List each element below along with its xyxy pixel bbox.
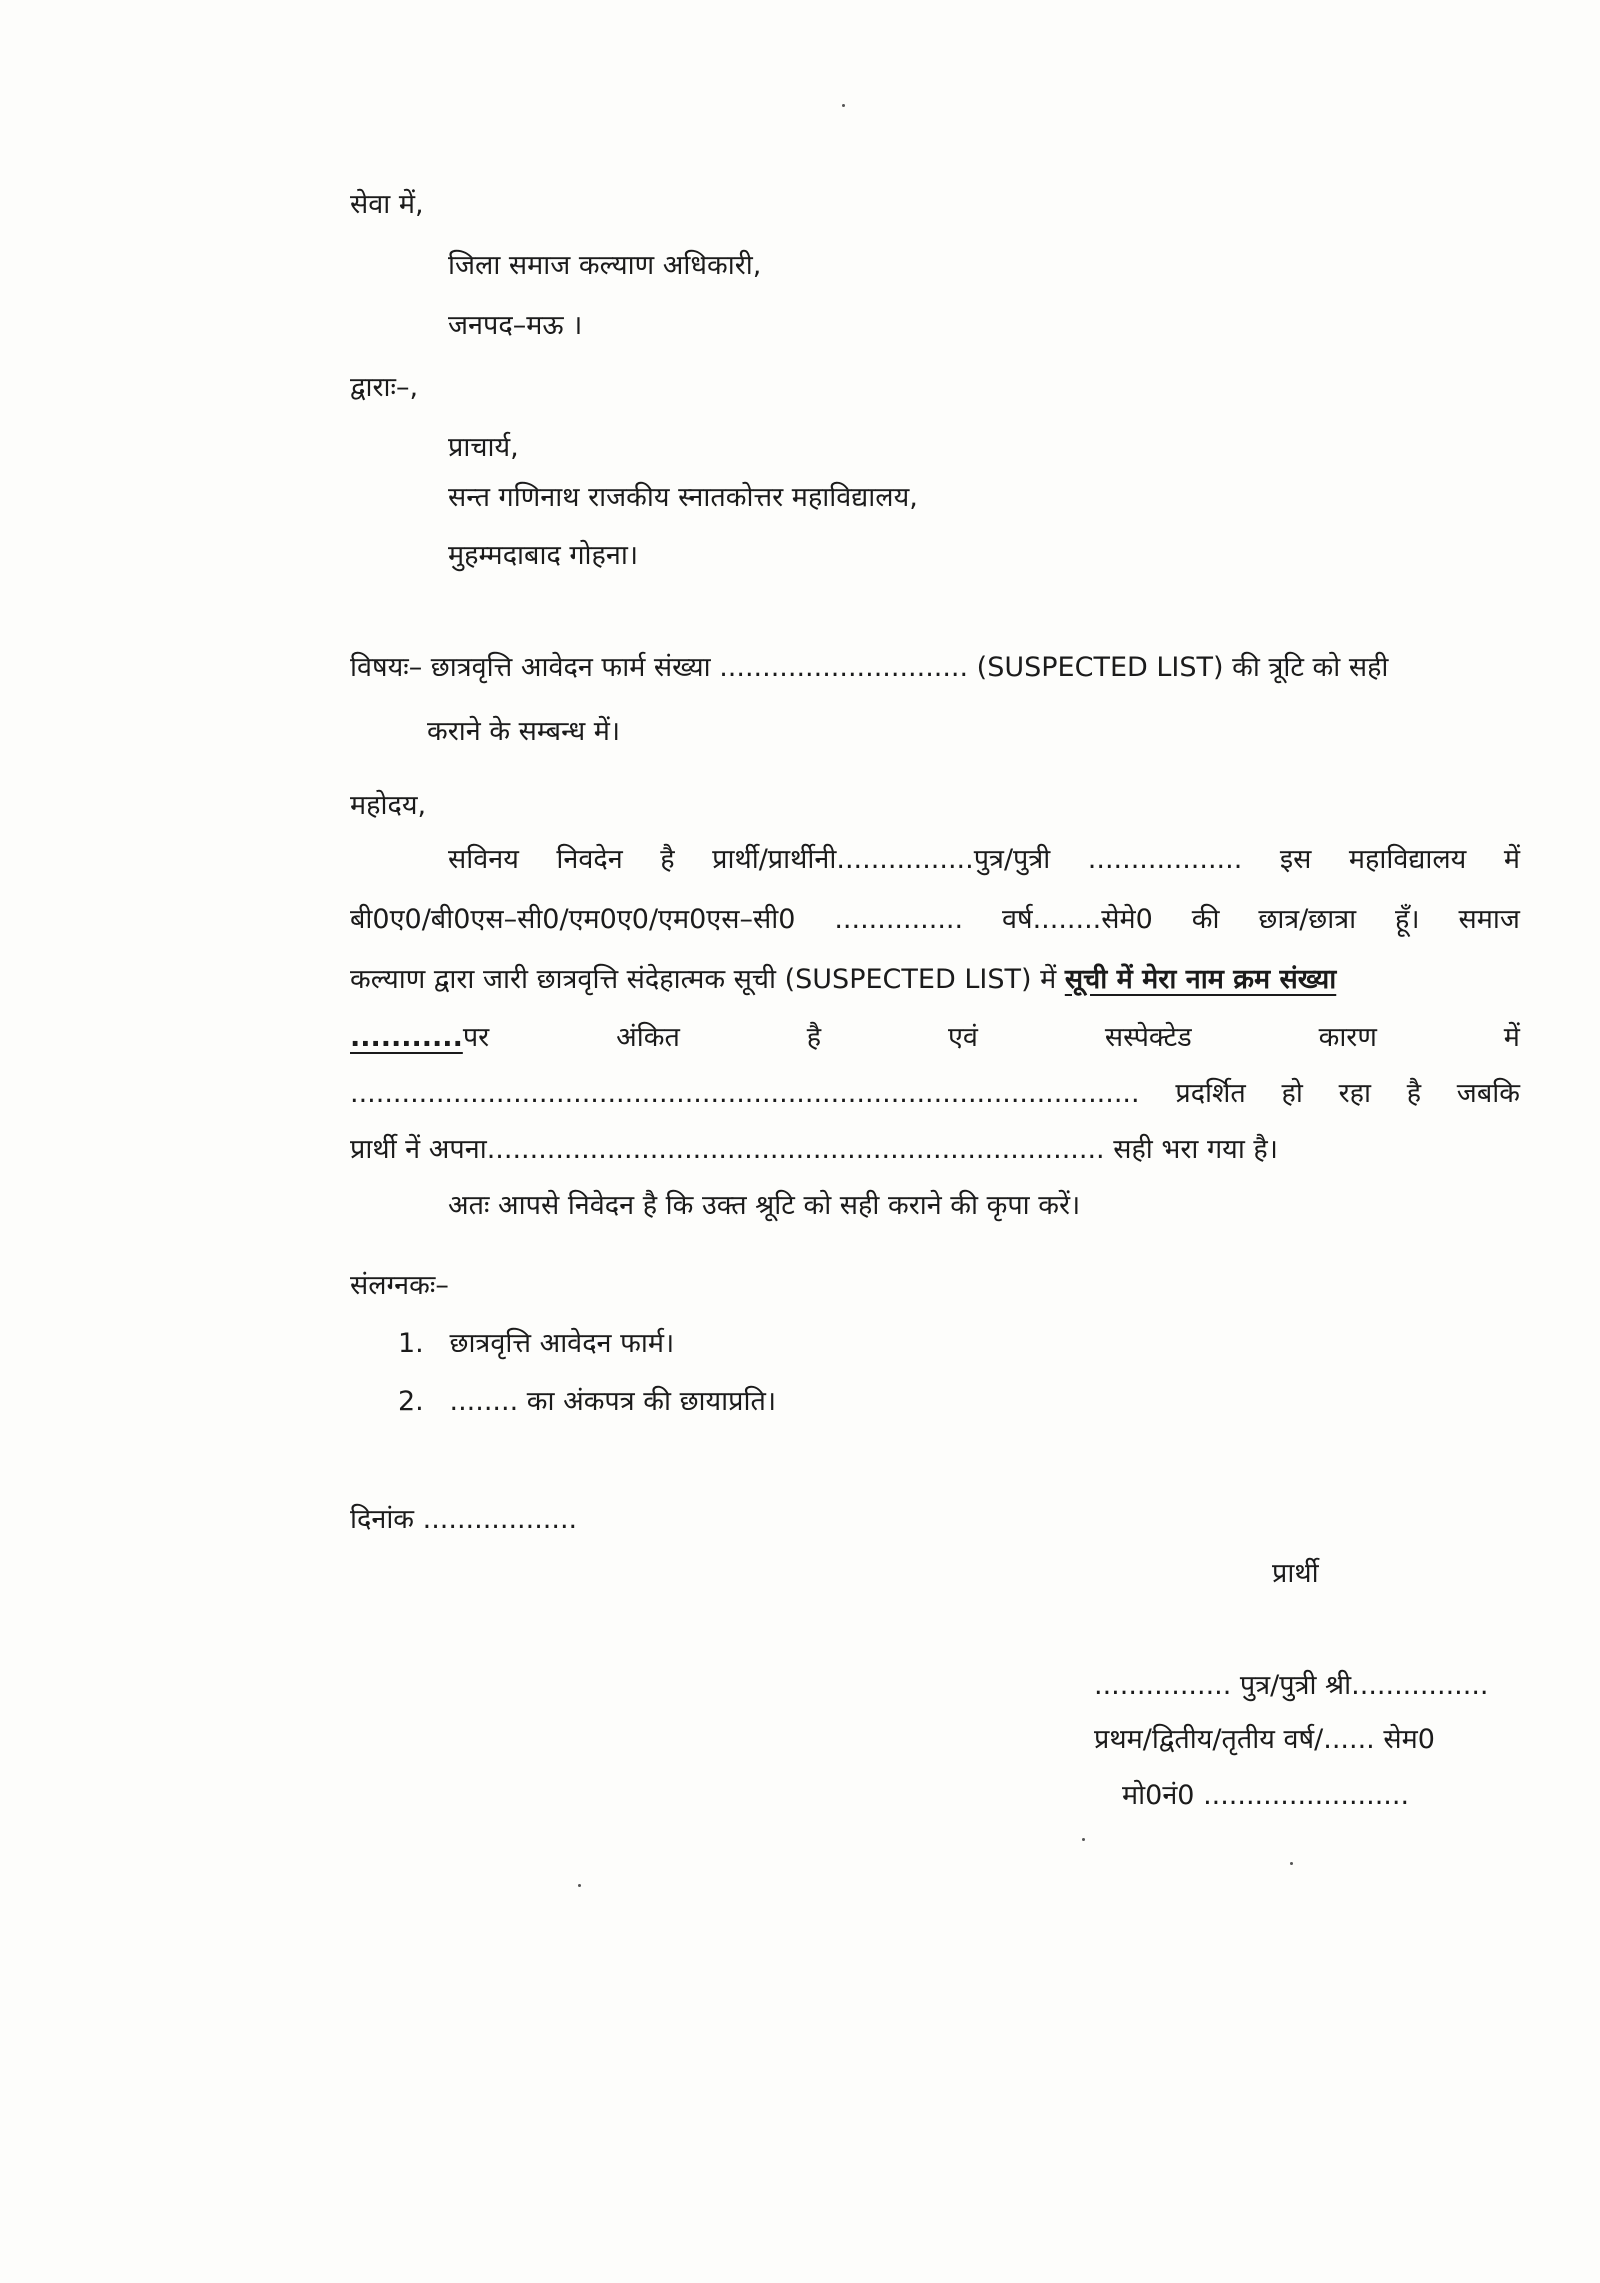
attachments-label: संलग्नकः– (350, 1270, 449, 1301)
attachment-text: ........ का अंकपत्र की छायाप्रति। (449, 1386, 777, 1417)
scan-speck (578, 1884, 581, 1887)
date-line: दिनांक .................. (350, 1504, 578, 1535)
attachment-item (398, 1326, 674, 1362)
body-word: है (806, 1022, 822, 1053)
through-label: द्वाराः–, (350, 372, 419, 403)
body-word: अंकित (616, 1022, 680, 1053)
body-word: में (1503, 1022, 1520, 1053)
body-line-2 (350, 902, 1520, 938)
body-word: बी0ए0/बी0एस–सी0/एम0ए0/एम0एस–सी0 (350, 904, 796, 935)
body-word: जबकि (1456, 1078, 1520, 1109)
subject-line-2: कराने के सम्बन्ध में। (427, 716, 621, 747)
parent-name-line: ................ पुत्र/पुत्री श्री................ (1094, 1670, 1489, 1701)
body-word: कारण (1318, 1022, 1377, 1053)
body-word: प्रार्थी/प्रार्थीनी................पुत्र/पुत्री (712, 844, 1051, 875)
body-word: इस (1279, 844, 1312, 875)
attachment-number: 1. (398, 1328, 424, 1359)
mobile-line: मो0नं0 ........................ (1122, 1780, 1410, 1811)
body-word: रहा (1338, 1078, 1371, 1109)
attachment-number: 2. (398, 1386, 424, 1417)
body-line-3-text: कल्याण द्वारा जारी छात्रवृत्ति संदेहात्मक सूची (SUSPECTED LIST) में (350, 964, 1065, 995)
body-word: है (660, 844, 675, 875)
body-word (350, 1020, 489, 1056)
body-word: सस्पेक्टेड (1104, 1022, 1192, 1053)
body-word: है (1406, 1078, 1422, 1109)
body-word: छात्र/छात्रा (1258, 904, 1357, 935)
body-word: महाविद्यालय (1348, 844, 1467, 875)
recipient: जिला समाज कल्याण अधिकारी, (448, 250, 762, 281)
body-line-6: प्रार्थी नें अपना........................................................................ सही भरा गया है। (350, 1134, 1278, 1165)
body-word: ............... (834, 904, 964, 935)
body-word: प्रदर्शित (1175, 1078, 1246, 1109)
body-word: समाज (1458, 904, 1520, 935)
body-line-3 (350, 962, 1336, 998)
college-name: सन्त गणिनाथ राजकीय स्नातकोत्तर महाविद्यालय, (448, 482, 918, 513)
body-word: की (1191, 904, 1220, 935)
college-place: मुहम्मदाबाद गोहना। (448, 540, 639, 571)
attachment-text: छात्रवृत्ति आवेदन फार्म। (449, 1328, 675, 1359)
serial-blank: ........... (350, 1022, 463, 1053)
body-word: .................. (1087, 844, 1243, 875)
body-line-3-emphasis: सूची में मेरा नाम क्रम संख्या (1064, 964, 1337, 995)
subject-line-1: विषयः– छात्रवृत्ति आवेदन फार्म संख्या ............................. (SUSPECTED LIST) की त्रूटि को सही (350, 652, 1389, 683)
district: जनपद–मऊ । (448, 310, 583, 341)
body-line-7: अतः आपसे निवेदन है कि उक्त श्रूटि को सही कराने की कृपा करें। (448, 1190, 1081, 1221)
body-line-1 (448, 842, 1520, 878)
body-word: एवं (947, 1022, 978, 1053)
applicant-label: प्रार्थी (1272, 1558, 1319, 1589)
scan-speck (842, 104, 845, 107)
body-word: सविनय (448, 844, 519, 875)
scan-speck (1290, 1862, 1293, 1865)
reason-blank: ............................................................................................ (350, 1078, 1140, 1109)
body-word-text: पर (462, 1022, 490, 1053)
body-word: निवदेन (556, 844, 623, 875)
body-word: हूँ। (1395, 904, 1420, 935)
attachment-item (398, 1384, 776, 1420)
body-word: हो (1281, 1078, 1303, 1109)
year-semester-line: प्रथम/द्वितीय/तृतीय वर्ष/...... सेम0 (1094, 1724, 1435, 1755)
body-word: में (1503, 844, 1520, 875)
principal-title: प्राचार्य, (448, 432, 519, 463)
greeting: महोदय, (350, 790, 427, 821)
body-word: वर्ष........सेमे0 (1001, 904, 1153, 935)
salutation: सेवा में, (350, 189, 424, 220)
body-line-4 (350, 1020, 1520, 1056)
scan-speck (1082, 1838, 1085, 1841)
body-line-5 (350, 1076, 1520, 1112)
